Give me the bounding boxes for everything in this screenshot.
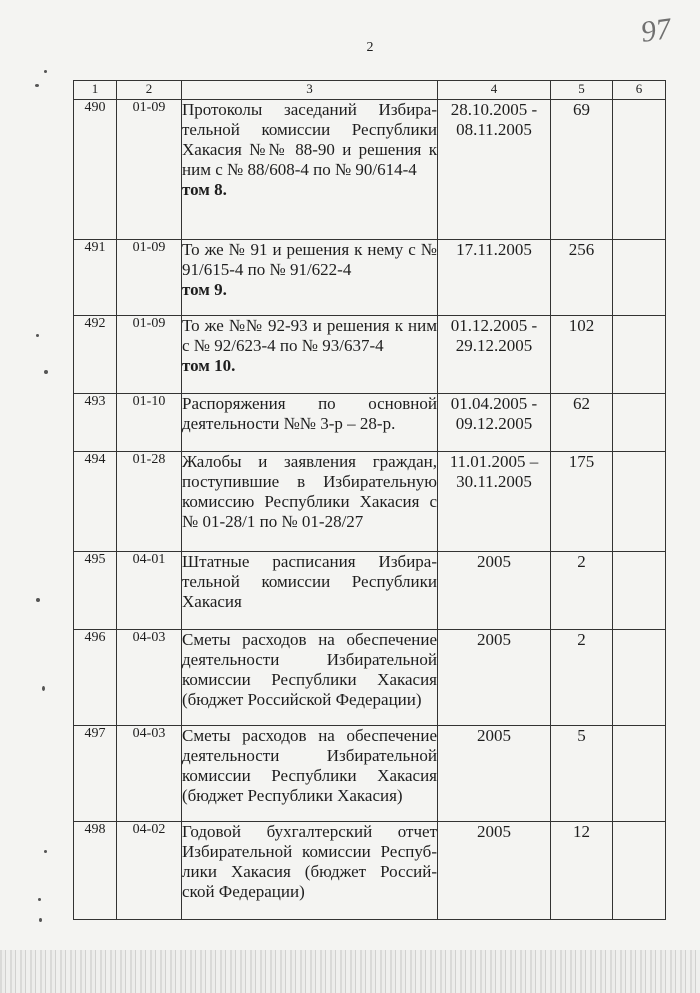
file-index: 01-09 bbox=[117, 100, 182, 240]
date-line: 29.12.2005 bbox=[455, 336, 533, 355]
file-title bbox=[182, 100, 438, 240]
sheet-count: 62 bbox=[551, 394, 613, 452]
file-index: 01-09 bbox=[117, 316, 182, 394]
table-row bbox=[74, 552, 666, 630]
file-index: 04-03 bbox=[117, 630, 182, 726]
item-number: 498 bbox=[74, 822, 117, 920]
date-range bbox=[438, 394, 551, 452]
file-title-text: Сметы расходов на обеспечение деятельности Избирательной комиссии Республики Хакасия (бюджет Российской Федерации) bbox=[182, 630, 437, 709]
file-title bbox=[182, 316, 438, 394]
date-line: 2005 bbox=[477, 630, 511, 649]
scan-speck bbox=[39, 918, 42, 922]
file-title-text: То же №№ 92-93 и решения к ним с № 92/623-4 по № 93/637-4 bbox=[182, 316, 437, 355]
scan-speck bbox=[36, 334, 39, 337]
file-title-text: Распоряжения по основной деятельности №№ 3-р – 28-р. bbox=[182, 394, 437, 433]
file-title-text: Сметы расходов на обеспечение деятельности Избирательной комиссии Республики Хакасия (бюджет Республики Хакасия) bbox=[182, 726, 437, 805]
date-line: 2005 bbox=[477, 552, 511, 571]
item-number: 497 bbox=[74, 726, 117, 822]
sheet-count: 2 bbox=[551, 552, 613, 630]
scan-noise-strip bbox=[0, 950, 700, 993]
volume-label: том 10. bbox=[182, 356, 236, 375]
note bbox=[613, 240, 666, 316]
sheet-count: 256 bbox=[551, 240, 613, 316]
scan-speck bbox=[42, 686, 45, 691]
item-number: 492 bbox=[74, 316, 117, 394]
file-index: 04-01 bbox=[117, 552, 182, 630]
date-line: 17.11.2005 bbox=[456, 240, 532, 259]
date-line: 09.12.2005 bbox=[455, 414, 533, 433]
sheet-count: 69 bbox=[551, 100, 613, 240]
sheet-count: 5 bbox=[551, 726, 613, 822]
sheet-count: 102 bbox=[551, 316, 613, 394]
file-title-text: Жалобы и заявления граждан, поступившие в Избирательную комиссию Республики Хакасия с № 01-28/1 по № 01-28/27 bbox=[182, 452, 437, 531]
item-number: 496 bbox=[74, 630, 117, 726]
note bbox=[613, 316, 666, 394]
scan-speck bbox=[35, 84, 39, 87]
column-header: 1 bbox=[74, 81, 117, 100]
date-range bbox=[438, 552, 551, 630]
file-index: 04-02 bbox=[117, 822, 182, 920]
file-index: 01-28 bbox=[117, 452, 182, 552]
date-line: 28.10.2005 - bbox=[450, 100, 538, 119]
file-title-text: Протоколы заседаний Избира-тельной комиссии Республики Хакасия №№ 88-90 и решения к ним с № 88/608-4 по № 90/614-4 bbox=[182, 100, 437, 179]
table-row bbox=[74, 726, 666, 822]
sheet-count: 175 bbox=[551, 452, 613, 552]
table-row bbox=[74, 452, 666, 552]
note bbox=[613, 100, 666, 240]
table-header-row bbox=[74, 81, 666, 100]
note bbox=[613, 630, 666, 726]
scan-speck bbox=[36, 598, 40, 602]
date-line: 08.11.2005 bbox=[456, 120, 532, 139]
volume-label: том 9. bbox=[182, 280, 227, 299]
file-title bbox=[182, 822, 438, 920]
note bbox=[613, 394, 666, 452]
table-row bbox=[74, 630, 666, 726]
date-line: 01.04.2005 - bbox=[450, 394, 538, 413]
date-line: 01.12.2005 - bbox=[450, 316, 538, 335]
file-title bbox=[182, 394, 438, 452]
scan-speck bbox=[44, 850, 47, 853]
column-header: 2 bbox=[117, 81, 182, 100]
inventory-table bbox=[73, 80, 666, 920]
file-title-text: Годовой бухгалтерский отчет Избирательной комиссии Респуб-лики Хакасия (бюджет Россий-ской Федерации) bbox=[182, 822, 437, 901]
file-title-text: Штатные расписания Избира-тельной комиссии Республики Хакасия bbox=[182, 552, 437, 611]
date-line: 2005 bbox=[477, 822, 511, 841]
note bbox=[613, 452, 666, 552]
table-row bbox=[74, 100, 666, 240]
sheet-count: 12 bbox=[551, 822, 613, 920]
date-range bbox=[438, 630, 551, 726]
file-title bbox=[182, 726, 438, 822]
column-header: 5 bbox=[551, 81, 613, 100]
note bbox=[613, 822, 666, 920]
table-row bbox=[74, 822, 666, 920]
table-body bbox=[74, 100, 666, 920]
sheet-count: 2 bbox=[551, 630, 613, 726]
file-title bbox=[182, 240, 438, 316]
archive-sheet-number: 97 bbox=[638, 12, 674, 49]
file-title bbox=[182, 630, 438, 726]
item-number: 491 bbox=[74, 240, 117, 316]
file-index: 04-03 bbox=[117, 726, 182, 822]
date-range bbox=[438, 316, 551, 394]
date-range bbox=[438, 240, 551, 316]
file-title bbox=[182, 552, 438, 630]
file-title-text: То же № 91 и решения к нему с № 91/615-4 по № 91/622-4 bbox=[182, 240, 437, 279]
column-header: 3 bbox=[182, 81, 438, 100]
scan-speck bbox=[44, 370, 48, 374]
date-range bbox=[438, 452, 551, 552]
item-number: 495 bbox=[74, 552, 117, 630]
table-row bbox=[74, 240, 666, 316]
table-row bbox=[74, 316, 666, 394]
table-row bbox=[74, 394, 666, 452]
note bbox=[613, 552, 666, 630]
file-index: 01-10 bbox=[117, 394, 182, 452]
item-number: 490 bbox=[74, 100, 117, 240]
page-number: 2 bbox=[366, 40, 374, 55]
date-line: 2005 bbox=[477, 726, 511, 745]
date-range bbox=[438, 726, 551, 822]
volume-label: том 8. bbox=[182, 180, 227, 199]
item-number: 493 bbox=[74, 394, 117, 452]
note bbox=[613, 726, 666, 822]
date-line: 11.01.2005 – bbox=[449, 452, 539, 471]
file-index: 01-09 bbox=[117, 240, 182, 316]
item-number: 494 bbox=[74, 452, 117, 552]
scan-speck bbox=[38, 898, 41, 901]
column-header: 4 bbox=[438, 81, 551, 100]
date-line: 30.11.2005 bbox=[456, 472, 532, 491]
file-title bbox=[182, 452, 438, 552]
column-header: 6 bbox=[613, 81, 666, 100]
date-range bbox=[438, 822, 551, 920]
scan-speck bbox=[44, 70, 47, 73]
date-range bbox=[438, 100, 551, 240]
